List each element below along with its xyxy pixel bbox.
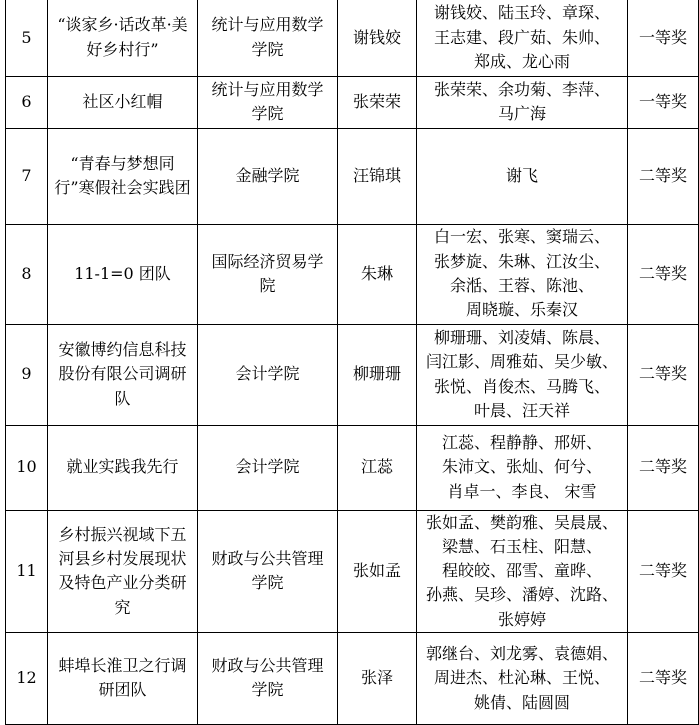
row-number-cell: 9 xyxy=(6,324,48,425)
award-table-body xyxy=(6,0,699,724)
row-number-cell: 5 xyxy=(6,0,48,76)
row-number-cell: 12 xyxy=(6,632,48,724)
member-line: 孙燕、吴珍、潘婷、沈路、 xyxy=(425,585,618,605)
team-name-cell: “谈家乡·话改革·美好乡村行” xyxy=(48,0,198,76)
member-line: 郑成、龙心雨 xyxy=(473,51,570,71)
team-name-cell: 安徽博约信息科技股份有限公司调研队 xyxy=(48,324,198,425)
award-cell: 二等奖 xyxy=(628,128,699,224)
members-cell xyxy=(417,76,628,128)
team-name-cell: 乡村振兴视域下五河县乡村发展现状及特色产业分类研究 xyxy=(48,510,198,632)
award-cell: 一等奖 xyxy=(628,76,699,128)
award-cell: 一等奖 xyxy=(628,0,699,76)
member-line: 张悦、肖俊杰、马腾飞、 xyxy=(433,376,610,396)
college-cell: 统计与应用数学学院 xyxy=(198,76,338,128)
leader-cell: 汪锦琪 xyxy=(338,128,417,224)
members-cell xyxy=(417,324,628,425)
college-cell: 财政与公共管理学院 xyxy=(198,632,338,724)
member-line: 周晓璇、乐秦汉 xyxy=(465,300,578,320)
row-number-cell: 6 xyxy=(6,76,48,128)
leader-cell: 柳珊珊 xyxy=(338,324,417,425)
member-line: 张梦旋、朱琳、江汝尘、 xyxy=(433,251,610,271)
member-line: 郭继台、刘龙雾、袁德娟、 xyxy=(425,644,618,664)
award-table xyxy=(5,0,699,725)
award-cell: 二等奖 xyxy=(628,632,699,724)
table-row xyxy=(6,0,699,76)
row-number-cell: 7 xyxy=(6,128,48,224)
award-cell: 二等奖 xyxy=(628,425,699,510)
team-name-cell: 蚌埠长淮卫之行调研团队 xyxy=(48,632,198,724)
leader-cell: 张如孟 xyxy=(338,510,417,632)
table-row xyxy=(6,76,699,128)
member-line: 白一宏、张寒、窦瑞云、 xyxy=(433,227,610,247)
leader-cell: 谢钱姣 xyxy=(338,0,417,76)
row-number-cell: 10 xyxy=(6,425,48,510)
member-line: 肖卓一、李良、 宋雪 xyxy=(447,481,597,501)
members-cell xyxy=(417,128,628,224)
college-cell: 国际经济贸易学院 xyxy=(198,224,338,324)
college-cell: 金融学院 xyxy=(198,128,338,224)
college-cell: 财政与公共管理学院 xyxy=(198,510,338,632)
member-line: 梁慧、石玉柱、阳慧、 xyxy=(441,536,602,556)
member-line: 余湉、王蓉、陈池、 xyxy=(449,276,594,295)
members-cell xyxy=(417,632,628,724)
member-line: 朱沛文、张灿、何兮、 xyxy=(441,457,602,477)
leader-cell: 张荣荣 xyxy=(338,76,417,128)
college-cell: 统计与应用数学学院 xyxy=(198,0,338,76)
member-line: 柳珊珊、刘凌婧、陈晨、 xyxy=(433,327,610,347)
members-cell xyxy=(417,510,628,632)
member-line: 张婷婷 xyxy=(497,609,546,629)
table-row xyxy=(6,324,699,425)
team-name-cell: 社区小红帽 xyxy=(48,76,198,128)
award-cell: 二等奖 xyxy=(628,510,699,632)
table-row xyxy=(6,632,699,724)
members-cell xyxy=(417,224,628,324)
table-row xyxy=(6,510,699,632)
member-line: 张荣荣、余功菊、李萍、 xyxy=(433,79,610,99)
leader-cell: 朱琳 xyxy=(338,224,417,324)
member-line: 谢飞 xyxy=(505,165,538,185)
award-cell: 二等奖 xyxy=(628,324,699,425)
member-line: 张如孟、樊韵雅、吴晨晟、 xyxy=(425,512,618,532)
member-line: 谢钱姣、陆玉玲、章琛、 xyxy=(433,3,610,23)
team-name-cell: 11-1=0 团队 xyxy=(48,224,198,324)
award-table-container xyxy=(5,0,698,725)
college-cell: 会计学院 xyxy=(198,324,338,425)
member-line: 叶晨、汪天祥 xyxy=(473,400,570,420)
table-row xyxy=(6,128,699,224)
table-row xyxy=(6,425,699,510)
table-row xyxy=(6,224,699,324)
member-line: 姚倩、陆圆圆 xyxy=(473,692,570,712)
college-cell: 会计学院 xyxy=(198,425,338,510)
member-line: 马广海 xyxy=(497,104,546,123)
award-cell: 二等奖 xyxy=(628,224,699,324)
member-line: 江蕊、程静静、邢妍、 xyxy=(441,433,602,453)
row-number-cell: 11 xyxy=(6,510,48,632)
member-line: 周进杰、杜沁琳、王悦、 xyxy=(433,668,610,688)
members-cell xyxy=(417,425,628,510)
team-name-cell: 就业实践我先行 xyxy=(48,425,198,510)
member-line: 王志建、段广茹、朱帅、 xyxy=(433,27,610,47)
leader-cell: 江蕊 xyxy=(338,425,417,510)
leader-cell: 张泽 xyxy=(338,632,417,724)
member-line: 闫江影、周雅茹、吴少敏、 xyxy=(425,352,618,372)
row-number-cell: 8 xyxy=(6,224,48,324)
member-line: 程皎皎、邵雪、童晔、 xyxy=(441,561,602,581)
team-name-cell: “青春与梦想同行”寒假社会实践团 xyxy=(48,128,198,224)
members-cell xyxy=(417,0,628,76)
